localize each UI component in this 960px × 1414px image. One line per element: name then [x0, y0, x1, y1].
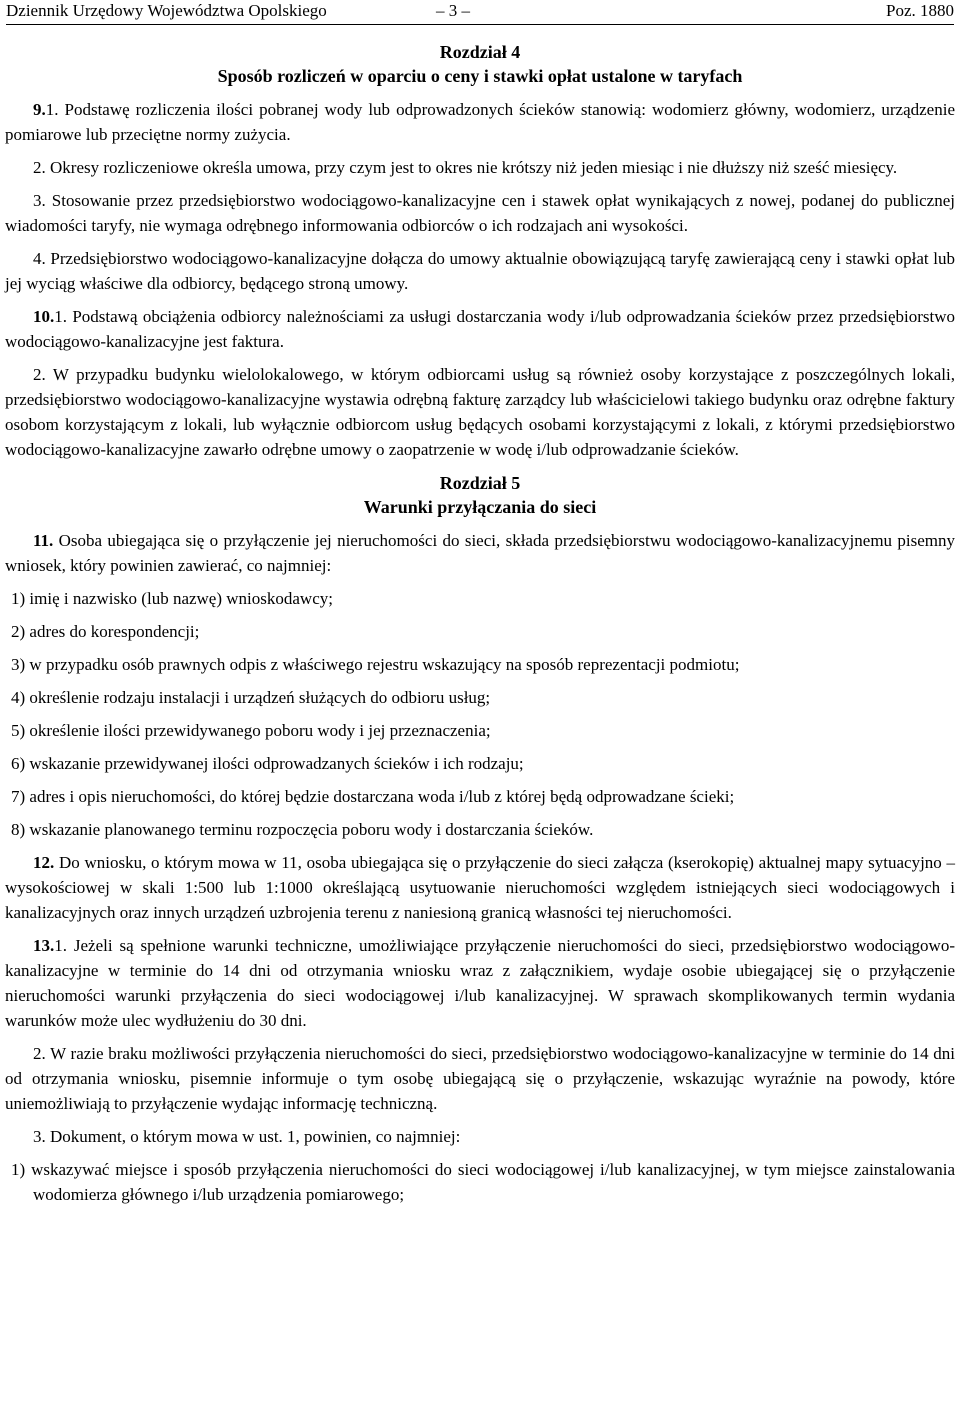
section-13-paragraph-2: 2. W razie braku możliwości przyłączenia nieruchomości do sieci, przedsiębiorstwo wodociągowo-kanalizacyjne w terminie do 14 dni od otrzymania wniosku, pisemnie informuje o tym osobę ubiegającą się o przyłączenie, wskazując wyraźnie na powody, które uniemożliwiają to przyłączenie wydając informację techniczną.: [5, 1044, 955, 1113]
page-header: [6, 0, 954, 25]
page-number: – 3 –: [436, 1, 470, 20]
chapter-4-subtitle: Sposób rozliczeń w oparciu o ceny i stawki opłat ustalone w taryfach: [217, 66, 743, 86]
section-11-intro: 11. Osoba ubiegająca się o przyłączenie jej nieruchomości do sieci, składa przedsiębiorstwu wodociągowo-kanalizacyjnemu pisemny wniosek, który powinien zawierać, co najmniej:: [5, 531, 955, 575]
section-9-number: 9.: [33, 100, 46, 119]
chapter-4-title: Rozdział 4: [439, 42, 521, 62]
list-item: 6) wskazanie przewidywanej ilości odprowadzanych ścieków i ich rodzaju;: [11, 754, 524, 773]
section-10-number: 10.: [33, 307, 55, 326]
list-item: 8) wskazanie planowanego terminu rozpoczęcia poboru wody i dostarczania ścieków.: [11, 820, 594, 839]
section-13-paragraph-1: 13.1. Jeżeli są spełnione warunki techniczne, umożliwiające przyłączenie nieruchomości do sieci, przedsiębiorstwo wodociągowo-kanalizacyjne w terminie do 14 dni od otrzymania wniosku wraz z załącznikiem, wydaje osobie ubiegającej się o przyłączenie nieruchomości warunki przyłączenia do sieci wodociągowej i/lub kanalizacyjnej. W sprawach skomplikowanych termin wydania warunków może ulec wydłużeniu do 30 dni.: [5, 936, 955, 1030]
section-11-number: 11.: [33, 531, 54, 550]
section-9-paragraph-3: 3. Stosowanie przez przedsiębiorstwo wodociągowo-kanalizacyjne cen i stawek opłat wynikających z nowej, podanej do publicznej wiadomości taryfy, nie wymaga odrębnego informowania odbiorców o ich rodzajach ani wysokości.: [5, 191, 955, 235]
list-item: 5) określenie ilości przewidywanego poboru wody i jej przeznaczenia;: [11, 721, 491, 740]
list-item: 7) adres i opis nieruchomości, do której będzie dostarczana woda i/lub z której będą odprowadzane ścieki;: [11, 787, 735, 806]
list-item: 1) imię i nazwisko (lub nazwę) wnioskodawcy;: [11, 589, 333, 608]
section-9-paragraph-4: 4. Przedsiębiorstwo wodociągowo-kanalizacyjne dołącza do umowy aktualnie obowiązującą taryfę zawierającą ceny i stawki opłat lub jej wyciąg właściwe dla odbiorcy, będącego stroną umowy.: [5, 249, 955, 293]
list-item: 1) wskazywać miejsce i sposób przyłączenia nieruchomości do sieci wodociągowej i/lub kanalizacyjnej, w tym miejsce zainstalowania wodomierza głównego i/lub urządzenia pomiarowego;: [11, 1160, 955, 1204]
section-10-paragraph-2: 2. W przypadku budynku wielolokalowego, w którym odbiorcami usług są również osoby korzystające z poszczególnych lokali, przedsiębiorstwo wodociągowo-kanalizacyjne wystawia odrębną fakturę zarządcy lub właścicielowi takiego budynku oraz odrębne faktury osobom korzystającym z lokali, lub wyłącznie odbiorcom usług będących osobami korzystającymi z lokali, z którymi przedsiębiorstwo wodociągowo-kanalizacyjne zawarło odrębne umowy o zaopatrzenie w wodę i/lub odprowadzanie ścieków.: [5, 365, 955, 459]
section-9-paragraph-1: 9.1. Podstawę rozliczenia ilości pobranej wody lub odprowadzonych ścieków stanowią: wodomierz główny, wodomierz, urządzenie pomiarowe lub przeciętne normy zużycia.: [5, 100, 955, 144]
list-item: 4) określenie rodzaju instalacji i urządzeń służących do odbioru usług;: [11, 688, 491, 707]
list-item: 2) adres do korespondencji;: [11, 622, 200, 641]
section-13-paragraph-3: 3. Dokument, o którym mowa w ust. 1, powinien, co najmniej:: [33, 1127, 461, 1146]
position-number: Poz. 1880: [886, 1, 954, 20]
list-item: 3) w przypadku osób prawnych odpis z właściwego rejestru wskazujący na sposób reprezentacji podmiotu;: [11, 655, 740, 674]
section-12-number: 12.: [33, 853, 55, 872]
section-9-paragraph-2: 2. Okresy rozliczeniowe określa umowa, przy czym jest to okres nie krótszy niż jeden miesiąc i nie dłuższy niż sześć miesięcy.: [33, 158, 898, 177]
document-body: [5, 40, 955, 1207]
journal-title: Dziennik Urzędowy Województwa Opolskiego: [6, 1, 327, 20]
section-12-paragraph: 12. Do wniosku, o którym mowa w 11, osoba ubiegająca się o przyłączenie do sieci załącza (kserokopię) aktualnej mapy sytuacyjno – wysokościowej w skali 1:500 lub 1:1000 określającą usytuowanie nieruchomości względem istniejących sieci wodociągowych i kanalizacyjnych oraz innych urządzeń uzbrojenia terenu z naniesioną granicą własności tej nieruchomości.: [5, 853, 955, 922]
section-13-number: 13.: [33, 936, 55, 955]
chapter-5-title: Rozdział 5: [439, 473, 521, 493]
section-10-paragraph-1: 10.1. Podstawą obciążenia odbiorcy należnościami za usługi dostarczania wody i/lub odprowadzania ścieków przez przedsiębiorstwo wodociągowo-kanalizacyjne jest faktura.: [5, 307, 955, 351]
chapter-5-subtitle: Warunki przyłączania do sieci: [363, 497, 597, 517]
